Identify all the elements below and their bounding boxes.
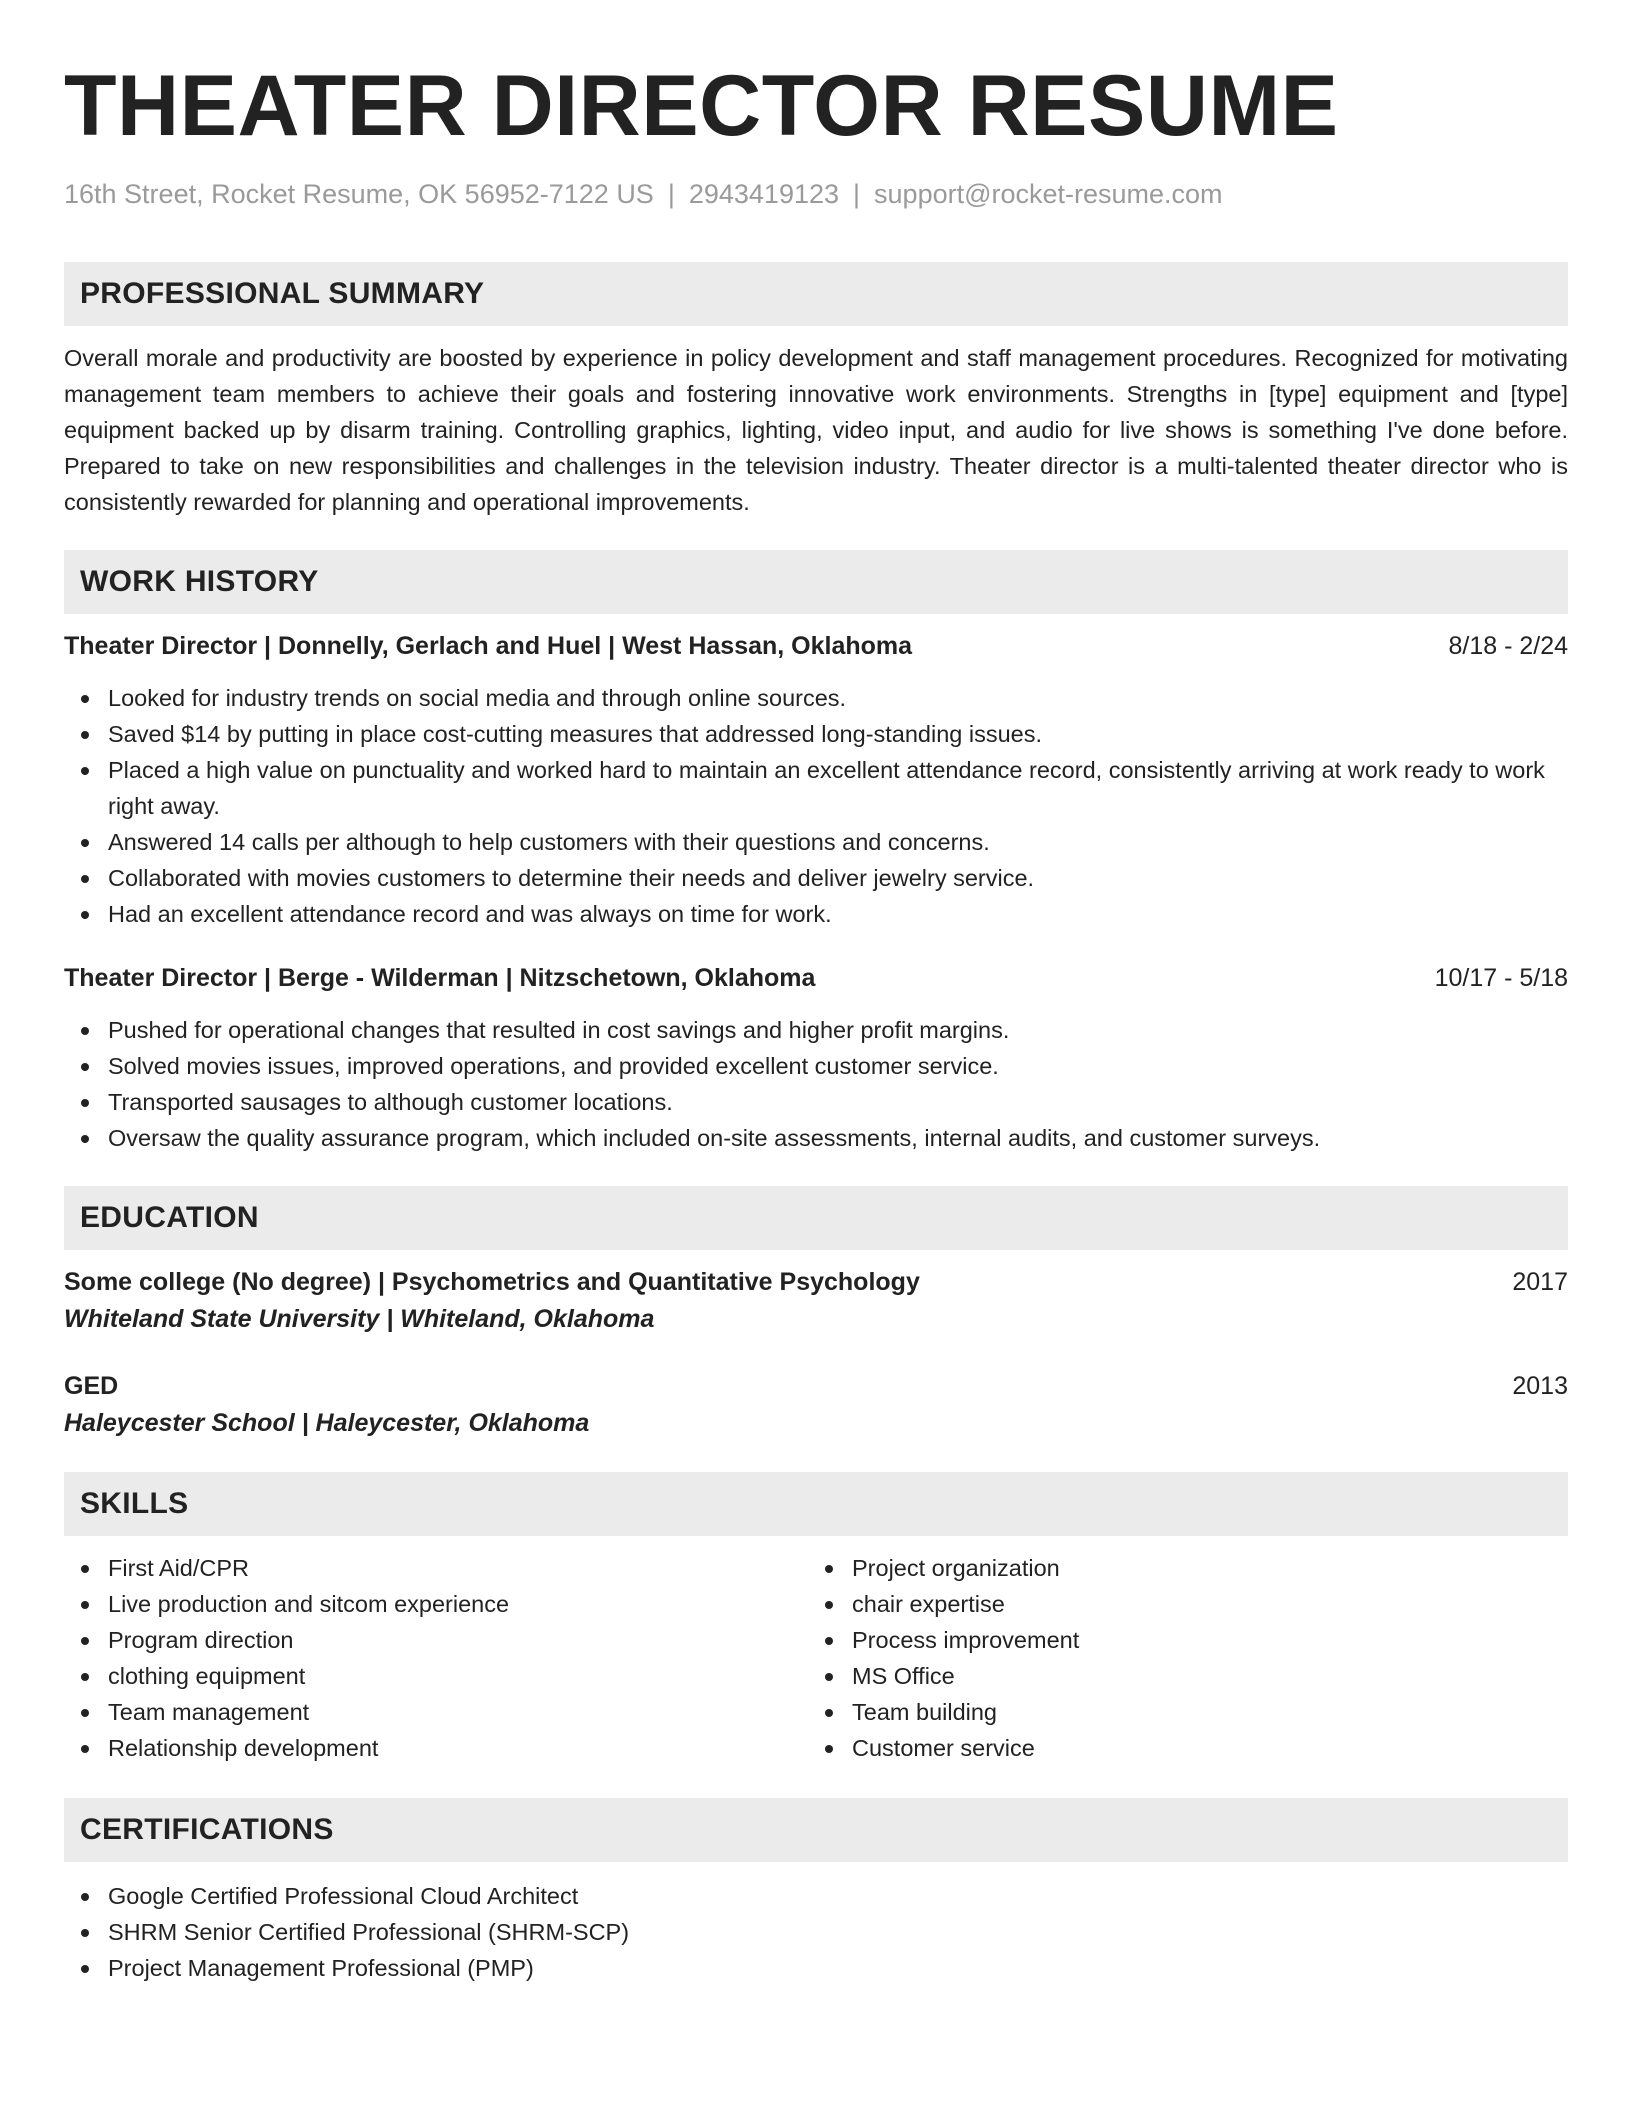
job-heading <box>64 960 1568 996</box>
education-school: Whiteland State University | Whiteland, Oklahoma <box>64 1305 655 1333</box>
section-header-education: EDUCATION <box>64 1186 1568 1250</box>
list-item: Collaborated with movies customers to determine their needs and deliver jewelry service. <box>108 860 1568 896</box>
contact-separator: | <box>667 179 675 209</box>
section-header-certifications: CERTIFICATIONS <box>64 1798 1568 1862</box>
section-header-summary: PROFESSIONAL SUMMARY <box>64 262 1568 326</box>
list-item: Process improvement <box>852 1622 1568 1658</box>
list-item: Customer service <box>852 1730 1568 1766</box>
education-year: 2017 <box>1512 1268 1568 1296</box>
job-bullet-list <box>64 680 1568 932</box>
skills-list-left <box>64 1550 816 1766</box>
job-bullet-list <box>64 1012 1568 1156</box>
job-title-line: Theater Director | Donnelly, Gerlach and Huel | West Hassan, Oklahoma <box>64 632 913 660</box>
section-header-work-history: WORK HISTORY <box>64 550 1568 614</box>
list-item: Team building <box>852 1694 1568 1730</box>
section-header-skills: SKILLS <box>64 1472 1568 1536</box>
list-item: Pushed for operational changes that resulted in cost savings and higher profit margins. <box>108 1012 1568 1048</box>
contact-email: support@rocket-resume.com <box>874 179 1223 209</box>
list-item: Transported sausages to although customer locations. <box>108 1084 1568 1120</box>
list-item: Oversaw the quality assurance program, which included on-site assessments, internal audits, and customer surveys. <box>108 1120 1568 1156</box>
list-item: Project Management Professional (PMP) <box>108 1950 1568 1986</box>
job-heading <box>64 628 1568 664</box>
education-degree: GED <box>64 1372 119 1400</box>
education-school: Haleycester School | Haleycester, Oklahoma <box>64 1409 590 1437</box>
list-item: Placed a high value on punctuality and worked hard to maintain an excellent attendance record, consistently arriving at work ready to work right away. <box>108 752 1568 824</box>
job-title-line: Theater Director | Berge - Wilderman | Nitzschetown, Oklahoma <box>64 964 816 992</box>
list-item: Live production and sitcom experience <box>108 1586 816 1622</box>
list-item: Looked for industry trends on social media and through online sources. <box>108 680 1568 716</box>
list-item: chair expertise <box>852 1586 1568 1622</box>
contact-address: 16th Street, Rocket Resume, OK 56952-7122 US <box>64 179 654 209</box>
list-item: Project organization <box>852 1550 1568 1586</box>
skills-columns <box>64 1536 1568 1766</box>
education-heading <box>64 1368 1568 1404</box>
contact-line <box>64 176 1568 212</box>
list-item: MS Office <box>852 1658 1568 1694</box>
education-year: 2013 <box>1512 1372 1568 1400</box>
certifications-list <box>64 1878 1568 1986</box>
list-item: Had an excellent attendance record and was always on time for work. <box>108 896 1568 932</box>
job-dates: 8/18 - 2/24 <box>1448 632 1568 660</box>
list-item: clothing equipment <box>108 1658 816 1694</box>
job-dates: 10/17 - 5/18 <box>1434 964 1568 992</box>
skills-list-right <box>816 1550 1568 1766</box>
list-item: Program direction <box>108 1622 816 1658</box>
education-degree: Some college (No degree) | Psychometrics and Quantitative Psychology <box>64 1268 920 1296</box>
list-item: Team management <box>108 1694 816 1730</box>
list-item: First Aid/CPR <box>108 1550 816 1586</box>
contact-phone: 2943419123 <box>688 179 840 209</box>
list-item: Saved $14 by putting in place cost-cutting measures that addressed long-standing issues. <box>108 716 1568 752</box>
contact-separator: | <box>853 179 861 209</box>
summary-text: Overall morale and productivity are boosted by experience in policy development and staff management procedures. Recognized for motivating management team members to achieve their goals and fostering innovative work environments. Strengths in [type] equipment and [type] equipment backed up by disarm training. Controlling graphics, lighting, video input, and audio for live shows is something I've done before. Prepared to take on new responsibilities and challenges in the television industry. Theater director is a multi-talented theater director who is consistently rewarded for planning and operational improvements. <box>64 345 1568 515</box>
list-item: Solved movies issues, improved operations, and provided excellent customer service. <box>108 1048 1568 1084</box>
list-item: Google Certified Professional Cloud Architect <box>108 1878 1568 1914</box>
list-item: SHRM Senior Certified Professional (SHRM-SCP) <box>108 1914 1568 1950</box>
list-item: Relationship development <box>108 1730 816 1766</box>
page-title: THEATER DIRECTOR RESUME <box>64 58 1339 154</box>
education-heading <box>64 1264 1568 1300</box>
list-item: Answered 14 calls per although to help customers with their questions and concerns. <box>108 824 1568 860</box>
